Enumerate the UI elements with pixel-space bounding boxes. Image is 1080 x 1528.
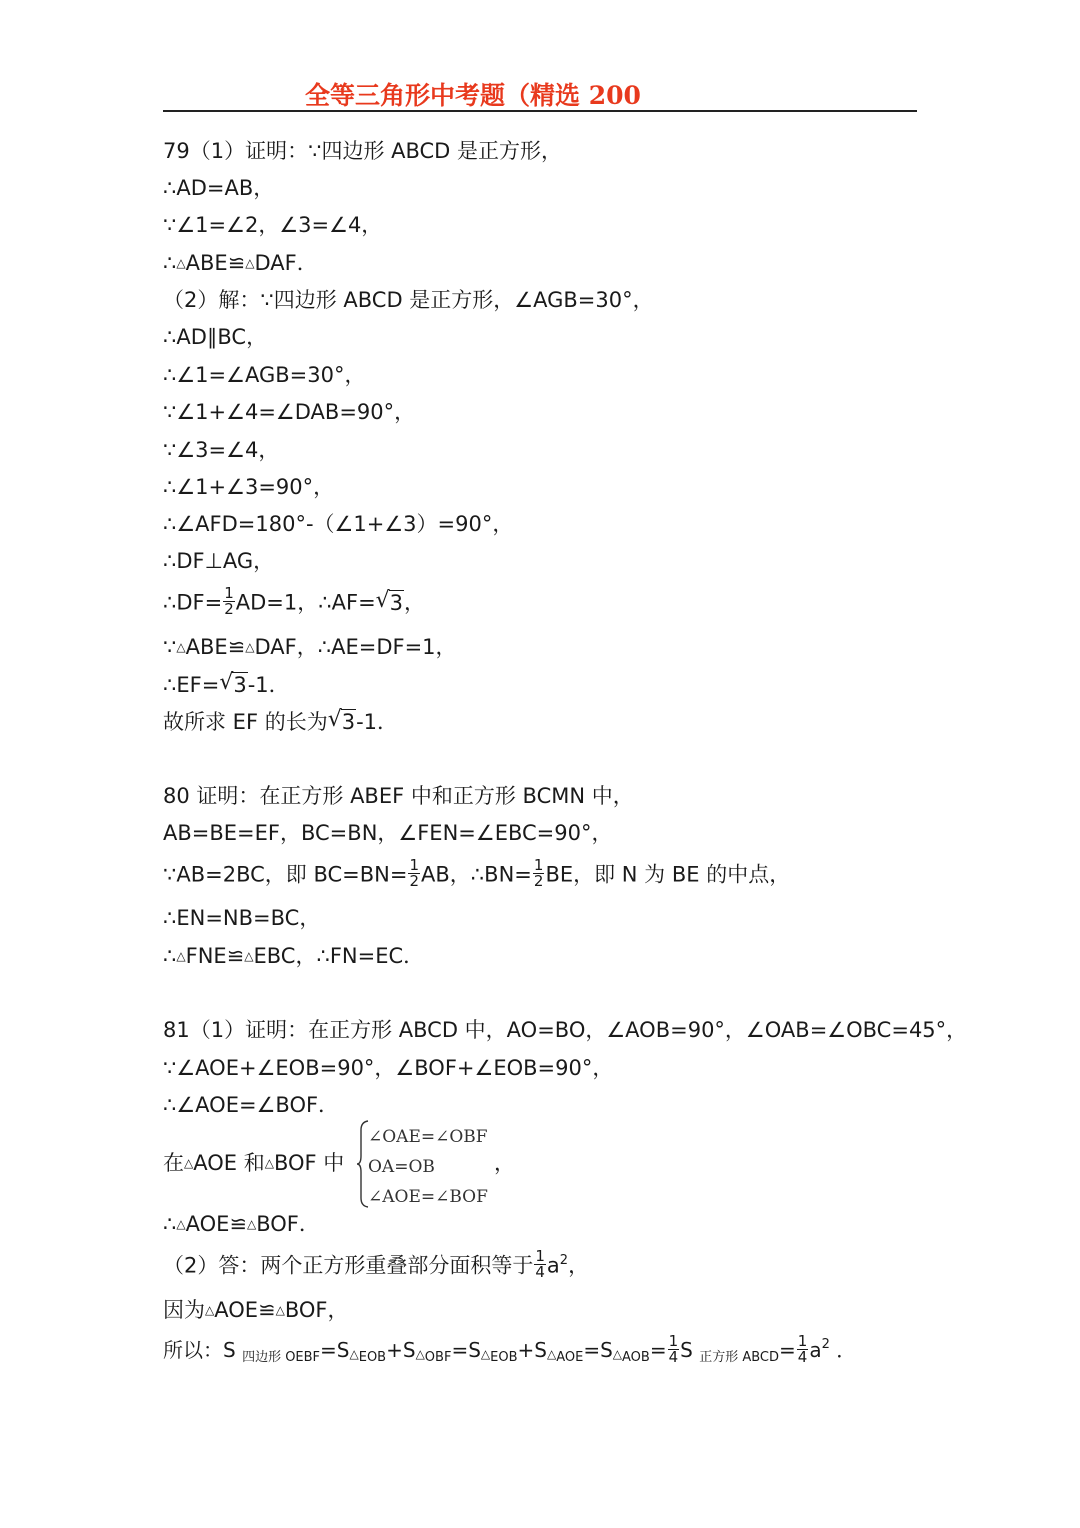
line-81-3: ∴∠AOE=∠BOF． xyxy=(163,1093,340,1117)
system-comma: ， xyxy=(494,1151,515,1175)
text: ABE≌ xyxy=(185,251,246,275)
fraction-one-half xyxy=(408,858,420,889)
denominator: 2 xyxy=(224,600,234,618)
case-line-3: ∠AOE=∠BOF xyxy=(368,1187,488,1207)
line-79-9: ∵∠3=∠4， xyxy=(163,438,280,462)
line-81-1: 81（1）证明：在正方形 ABCD 中，AO=BO，∠AOB=90°，∠OAB=∠OBC=45°， xyxy=(163,1018,968,1042)
line-79-1: 79（1）证明：∵四边形 ABCD 是正方形， xyxy=(163,139,563,163)
text: =S xyxy=(583,1338,613,1362)
text: = xyxy=(779,1338,796,1362)
line-79-16 xyxy=(163,709,398,735)
text: FNE≌ xyxy=(185,944,245,968)
equation-system xyxy=(356,1120,496,1210)
text: AOB xyxy=(622,1350,650,1365)
triangle-symbol: △ xyxy=(244,949,254,963)
page-title: 全等三角形中考题（精选 200 xyxy=(305,81,641,110)
denominator: 4 xyxy=(797,1348,808,1366)
text: -1． xyxy=(356,710,399,734)
radicand: 3 xyxy=(341,710,356,734)
radical-symbol: √ xyxy=(219,670,234,695)
fraction-one-half xyxy=(533,858,545,889)
text: ， xyxy=(568,1253,590,1278)
text: BOF． xyxy=(256,1212,320,1236)
denominator: 4 xyxy=(668,1348,679,1366)
text: S xyxy=(680,1338,693,1362)
sqrt-3 xyxy=(219,672,247,698)
line-81-8 xyxy=(163,1332,857,1367)
text: 所以：S xyxy=(163,1338,236,1362)
text: = xyxy=(649,1338,667,1362)
text: ∵ xyxy=(163,635,177,659)
text: AB，∴BN= xyxy=(421,862,532,887)
line-81-2: ∵∠AOE+∠EOB=90°，∠BOF+∠EOB=90°， xyxy=(163,1056,614,1080)
text: EOB xyxy=(490,1350,518,1365)
text: 在 xyxy=(163,1151,184,1175)
line-80-2: AB=BE=EF，BC=BN，∠FEN=∠EBC=90°， xyxy=(163,821,613,845)
text: a xyxy=(546,1253,560,1278)
text: ∴ xyxy=(163,1212,177,1236)
numerator: 1 xyxy=(224,584,234,602)
triangle-symbol: △ xyxy=(612,1347,622,1361)
text: -1． xyxy=(247,673,290,697)
text: ， xyxy=(404,590,426,615)
case-line-1: ∠OAE=∠OBF xyxy=(368,1127,488,1147)
triangle-symbol: △ xyxy=(176,949,186,963)
numerator: 1 xyxy=(668,1332,679,1350)
denominator: 2 xyxy=(533,872,544,890)
text: BE，即 N 为 BE 的中点， xyxy=(545,862,791,887)
subscript xyxy=(349,1347,387,1365)
subscript xyxy=(415,1347,452,1365)
line-80-4: ∴EN=NB=BC， xyxy=(163,906,321,930)
text: =S xyxy=(320,1338,350,1362)
cases xyxy=(368,1122,488,1212)
line-80-1: 80 证明：在正方形 ABEF 中和正方形 BCMN 中， xyxy=(163,784,634,808)
line-80-3 xyxy=(163,856,791,891)
text: AOE≌ xyxy=(214,1298,276,1322)
text: ∴ xyxy=(163,944,177,968)
subscript xyxy=(480,1347,518,1365)
denominator: 2 xyxy=(409,872,420,890)
radical-symbol: √ xyxy=(375,587,390,613)
triangle-symbol: △ xyxy=(349,1347,359,1361)
text: +S xyxy=(386,1338,416,1362)
text: a xyxy=(809,1338,822,1362)
line-81-7 xyxy=(163,1297,349,1326)
text: ABE≌ xyxy=(185,635,246,659)
line-79-10: ∴∠1+∠3=90°， xyxy=(163,475,335,499)
header-divider xyxy=(163,110,917,112)
subscript xyxy=(546,1347,584,1365)
numerator: 1 xyxy=(409,856,420,874)
line-79-8: ∵∠1+∠4=∠DAB=90°， xyxy=(163,400,416,424)
triangle-symbol: △ xyxy=(176,256,186,270)
line-81-6 xyxy=(163,1247,590,1283)
line-79-13 xyxy=(163,584,426,619)
text: ． xyxy=(836,1338,857,1362)
text: +S xyxy=(517,1338,547,1362)
line-81-4 xyxy=(163,1150,344,1179)
triangle-symbol: △ xyxy=(176,1217,186,1231)
numerator: 1 xyxy=(535,1247,545,1265)
triangle-symbol: △ xyxy=(415,1347,425,1361)
triangle-symbol: △ xyxy=(184,1156,194,1170)
text: ∴DF= xyxy=(163,590,223,615)
text: AOE 和 xyxy=(193,1151,265,1175)
text: DAF． xyxy=(254,251,318,275)
radical-symbol: √ xyxy=(327,707,342,732)
fraction-one-quarter xyxy=(534,1249,546,1280)
line-79-5: （2）解：∵四边形 ABCD 是正方形，∠AGB=30°， xyxy=(163,288,654,312)
line-79-11: ∴∠AFD=180°-（∠1+∠3）=90°， xyxy=(163,512,514,536)
text: AOE≌ xyxy=(185,1212,247,1236)
radicand: 3 xyxy=(389,590,404,615)
numerator: 1 xyxy=(797,1332,808,1350)
text: 因为 xyxy=(163,1298,205,1322)
text: DAF，∴AE=DF=1， xyxy=(254,635,457,659)
text: EBC，∴FN=EC． xyxy=(253,944,425,968)
triangle-symbol: △ xyxy=(264,1156,274,1170)
text: ∵AB=2BC，即 BC=BN= xyxy=(163,862,408,887)
triangle-symbol: △ xyxy=(480,1347,491,1361)
case-line-2: OA=OB xyxy=(368,1157,435,1177)
sqrt-3 xyxy=(328,709,356,735)
line-79-3: ∵∠1=∠2，∠3=∠4， xyxy=(163,213,383,237)
text: AOE xyxy=(556,1350,584,1365)
triangle-symbol: △ xyxy=(205,1303,215,1317)
triangle-symbol: △ xyxy=(247,1217,257,1231)
denominator: 4 xyxy=(535,1263,545,1281)
triangle-symbol: △ xyxy=(245,256,255,270)
line-79-14 xyxy=(163,634,457,663)
line-79-7: ∴∠1=∠AGB=30°， xyxy=(163,363,366,387)
line-79-12: ∴DF⊥AG， xyxy=(163,549,275,573)
triangle-symbol: △ xyxy=(275,1303,285,1317)
subscript: 四边形 OEBF xyxy=(242,1350,321,1365)
text: AD=1，∴AF= xyxy=(235,590,376,615)
triangle-symbol: △ xyxy=(176,640,186,654)
text: BOF， xyxy=(284,1298,349,1322)
triangle-symbol: △ xyxy=(546,1347,557,1361)
line-79-2: ∴AD=AB， xyxy=(163,176,275,200)
fraction-one-quarter xyxy=(797,1334,809,1365)
superscript: 2 xyxy=(821,1337,830,1352)
text: OBF xyxy=(424,1350,452,1365)
line-80-5 xyxy=(163,943,424,972)
subscript xyxy=(612,1347,650,1365)
text: 故所求 EF 的长为 xyxy=(163,710,328,734)
superscript: 2 xyxy=(559,1252,569,1268)
text: ∴EF= xyxy=(163,673,220,697)
text: ∴ xyxy=(163,251,177,275)
text: =S xyxy=(451,1338,481,1362)
text: （2）答：两个正方形重叠部分面积等于 xyxy=(163,1253,534,1278)
line-79-6: ∴AD∥BC， xyxy=(163,325,268,349)
numerator: 1 xyxy=(533,856,544,874)
line-81-5 xyxy=(163,1211,320,1240)
line-79-4 xyxy=(163,250,318,279)
triangle-symbol: △ xyxy=(245,640,255,654)
sqrt-3 xyxy=(375,587,404,616)
fraction-one-half xyxy=(223,586,235,617)
text: EOB xyxy=(358,1350,387,1365)
line-79-15 xyxy=(163,672,290,698)
fraction-one-quarter xyxy=(668,1334,680,1365)
text: BOF 中 xyxy=(273,1151,345,1175)
subscript: 正方形 ABCD xyxy=(699,1350,780,1365)
radicand: 3 xyxy=(233,673,247,697)
